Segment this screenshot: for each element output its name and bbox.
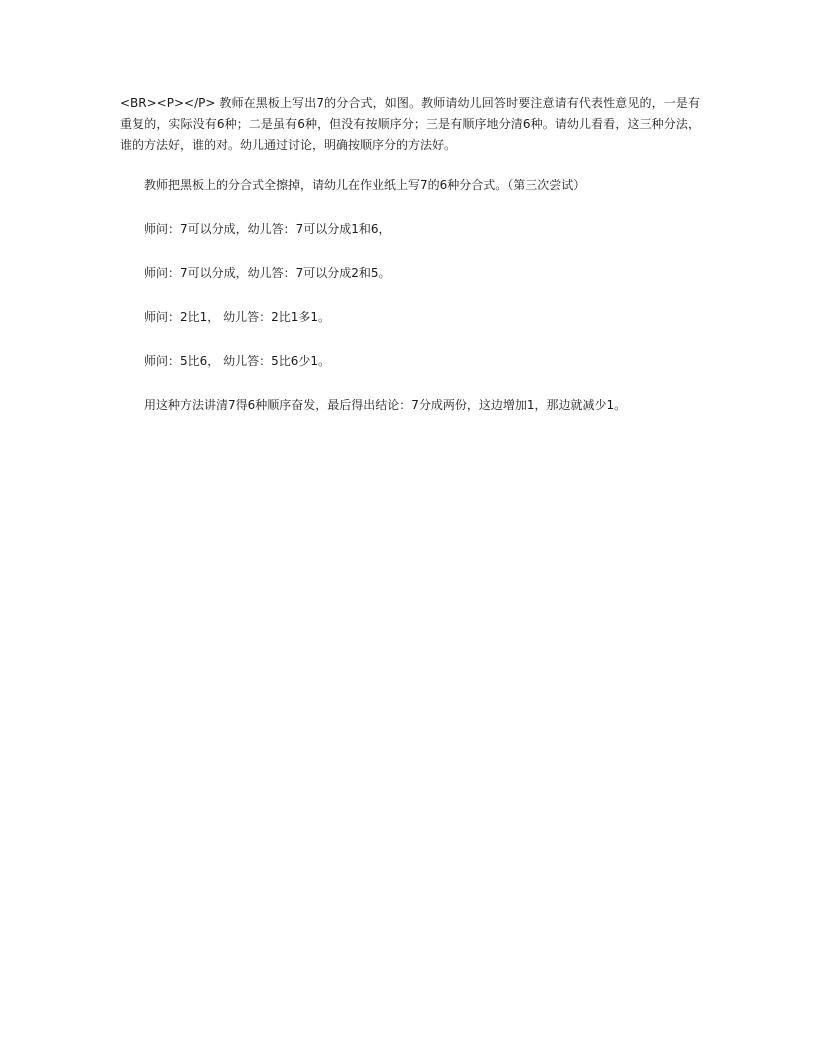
paragraph-dialogue-4: 师问：5比6， 幼儿答：5比6少1。 [144,354,330,368]
paragraph-dialogue-2: 师问：7可以分成，幼儿答：7可以分成2和5。 [144,266,391,280]
paragraph-intro: <BR><P></P> 教师在黑板上写出7的分合式，如图。教师请幼儿回答时要注意请有代表性意见的，一是有重复的，实际没有6种；二是虽有6种，但没有按顺序分；三是有顺序地分清6种。请幼儿看看，这三种分法，谁的方法好，谁的对。幼儿通过讨论，明确按顺序分的方法好。 [120,96,700,152]
paragraph-dialogue-3: 师问：2比1， 幼儿答：2比1多1。 [144,310,330,324]
paragraph-dialogue-1: 师问：7可以分成，幼儿答：7可以分成1和6， [144,222,391,236]
paragraph-instruction: 教师把黑板上的分合式全擦掉，请幼儿在作业纸上写7的6种分合式。（第三次尝试） [144,178,586,192]
paragraph-conclusion: 用这种方法讲清7得6种顺序奋发，最后得出结论：7分成两份，这边增加1，那边就减少1。 [144,398,627,412]
document-body [120,93,700,416]
